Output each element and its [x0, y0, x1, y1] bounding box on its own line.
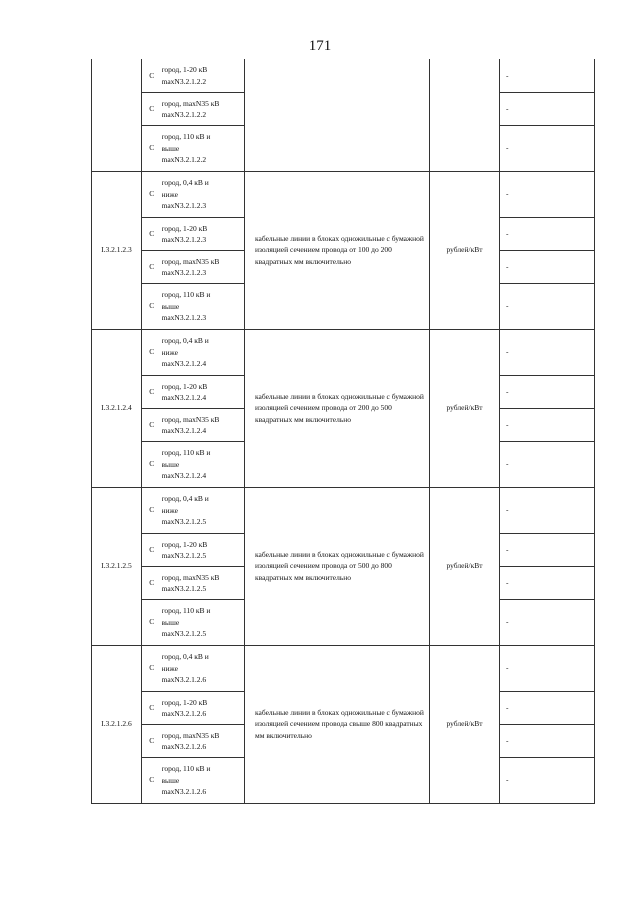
category-marker: С [142, 757, 162, 803]
category-marker: С [142, 375, 162, 408]
voltage-level-cell [162, 724, 245, 757]
voltage-level-cell [162, 487, 245, 533]
table-row [92, 487, 595, 533]
description-cell: кабельные линии в блоках одножильные с бумажной изоляцией сечением провода свыше 800 квадратных мм включительно [245, 645, 430, 803]
unit-cell [430, 59, 500, 171]
voltage-level-cell [162, 171, 245, 217]
voltage-level-cell [162, 329, 245, 375]
voltage-level-cell [162, 283, 245, 329]
value-cell: - [500, 283, 595, 329]
voltage-level-cell [162, 217, 245, 250]
category-marker: С [142, 250, 162, 283]
table-row [92, 645, 595, 691]
group-code: I.3.2.1.2.6 [92, 645, 142, 803]
category-marker: С [142, 408, 162, 441]
voltage-level-cell [162, 250, 245, 283]
page-number: 171 [308, 38, 332, 54]
group-code: I.3.2.1.2.4 [92, 329, 142, 487]
value-cell: - [500, 645, 595, 691]
voltage-level-cell [162, 375, 245, 408]
description-cell: кабельные линии в блоках одножильные с бумажной изоляцией сечением провода от 200 до 500 квадратных мм включительно [245, 329, 430, 487]
category-marker: С [142, 566, 162, 599]
value-cell: - [500, 92, 595, 125]
voltage-level-text: город, maxN35 кВ maxN3.2.1.2.6 [161, 730, 220, 751]
value-cell: - [500, 691, 595, 724]
value-cell: - [500, 487, 595, 533]
value-cell: - [500, 408, 595, 441]
value-cell: - [500, 329, 595, 375]
voltage-level-text: город, 110 кВ и выше maxN3.2.1.2.3 [161, 290, 211, 323]
description-cell [245, 59, 430, 171]
category-marker: С [142, 217, 162, 250]
unit-cell: рублей/кВт [430, 329, 500, 487]
description-cell: кабельные линии в блоках одножильные с бумажной изоляцией сечением провода от 500 до 800 квадратных мм включительно [245, 487, 430, 645]
voltage-level-cell [162, 533, 245, 566]
voltage-level-cell [162, 92, 245, 125]
category-marker: С [142, 125, 162, 171]
group-code-cell [92, 59, 142, 171]
category-marker: С [142, 691, 162, 724]
unit-cell: рублей/кВт [430, 487, 500, 645]
table-row [92, 59, 595, 92]
category-marker: С [142, 283, 162, 329]
value-cell: - [500, 724, 595, 757]
table-row [92, 171, 595, 217]
group-code: I.3.2.1.2.5 [92, 487, 142, 645]
table-row [92, 329, 595, 375]
group-code: I.3.2.1.2.3 [92, 171, 142, 329]
voltage-level-text: город, 1-20 кВ maxN3.2.1.2.4 [161, 381, 208, 402]
category-marker: С [142, 724, 162, 757]
value-cell: - [500, 171, 595, 217]
voltage-level-text: город, 110 кВ и выше maxN3.2.1.2.6 [161, 764, 211, 797]
tariff-table-body [92, 59, 595, 803]
category-marker: С [142, 441, 162, 487]
voltage-level-text: город, 110 кВ и выше maxN3.2.1.2.4 [161, 448, 211, 481]
value-cell: - [500, 599, 595, 645]
value-cell: - [500, 441, 595, 487]
voltage-level-text: город, 0,4 кВ и ниже maxN3.2.1.2.3 [161, 178, 209, 211]
voltage-level-cell [162, 441, 245, 487]
voltage-level-text: город, 1-20 кВ maxN3.2.1.2.3 [161, 223, 208, 244]
voltage-level-text: город, 1-20 кВ maxN3.2.1.2.5 [161, 539, 208, 560]
unit-cell: рублей/кВт [430, 171, 500, 329]
tariff-table [91, 59, 595, 804]
value-cell: - [500, 125, 595, 171]
value-cell: - [500, 217, 595, 250]
value-cell: - [500, 59, 595, 92]
voltage-level-text: город, maxN35 кВ maxN3.2.1.2.2 [161, 98, 220, 119]
voltage-level-text: город, 0,4 кВ и ниже maxN3.2.1.2.5 [161, 494, 209, 527]
category-marker: С [142, 59, 162, 92]
category-marker: С [142, 599, 162, 645]
voltage-level-cell [162, 566, 245, 599]
category-marker: С [142, 487, 162, 533]
value-cell: - [500, 533, 595, 566]
category-marker: С [142, 171, 162, 217]
value-cell: - [500, 375, 595, 408]
voltage-level-text: город, 1-20 кВ maxN3.2.1.2.6 [161, 697, 208, 718]
voltage-level-cell [162, 645, 245, 691]
voltage-level-text: город, 0,4 кВ и ниже maxN3.2.1.2.6 [161, 652, 209, 685]
category-marker: С [142, 533, 162, 566]
voltage-level-cell [162, 125, 245, 171]
voltage-level-text: город, 110 кВ и выше maxN3.2.1.2.5 [161, 606, 211, 639]
voltage-level-cell [162, 59, 245, 92]
voltage-level-cell [162, 757, 245, 803]
voltage-level-text: город, 0,4 кВ и ниже maxN3.2.1.2.4 [161, 336, 209, 369]
description-cell: кабельные линии в блоках одножильные с бумажной изоляцией сечением провода от 100 до 200 квадратных мм включительно [245, 171, 430, 329]
voltage-level-cell [162, 599, 245, 645]
voltage-level-text: город, 1-20 кВ maxN3.2.1.2.2 [161, 65, 208, 86]
value-cell: - [500, 566, 595, 599]
category-marker: С [142, 329, 162, 375]
category-marker: С [142, 92, 162, 125]
value-cell: - [500, 250, 595, 283]
voltage-level-text: город, maxN35 кВ maxN3.2.1.2.5 [161, 572, 220, 593]
voltage-level-text: город, 110 кВ и выше maxN3.2.1.2.2 [161, 132, 211, 165]
voltage-level-text: город, maxN35 кВ maxN3.2.1.2.3 [161, 256, 220, 277]
unit-cell: рублей/кВт [430, 645, 500, 803]
voltage-level-text: город, maxN35 кВ maxN3.2.1.2.4 [161, 414, 220, 435]
category-marker: С [142, 645, 162, 691]
voltage-level-cell [162, 691, 245, 724]
value-cell: - [500, 757, 595, 803]
voltage-level-cell [162, 408, 245, 441]
